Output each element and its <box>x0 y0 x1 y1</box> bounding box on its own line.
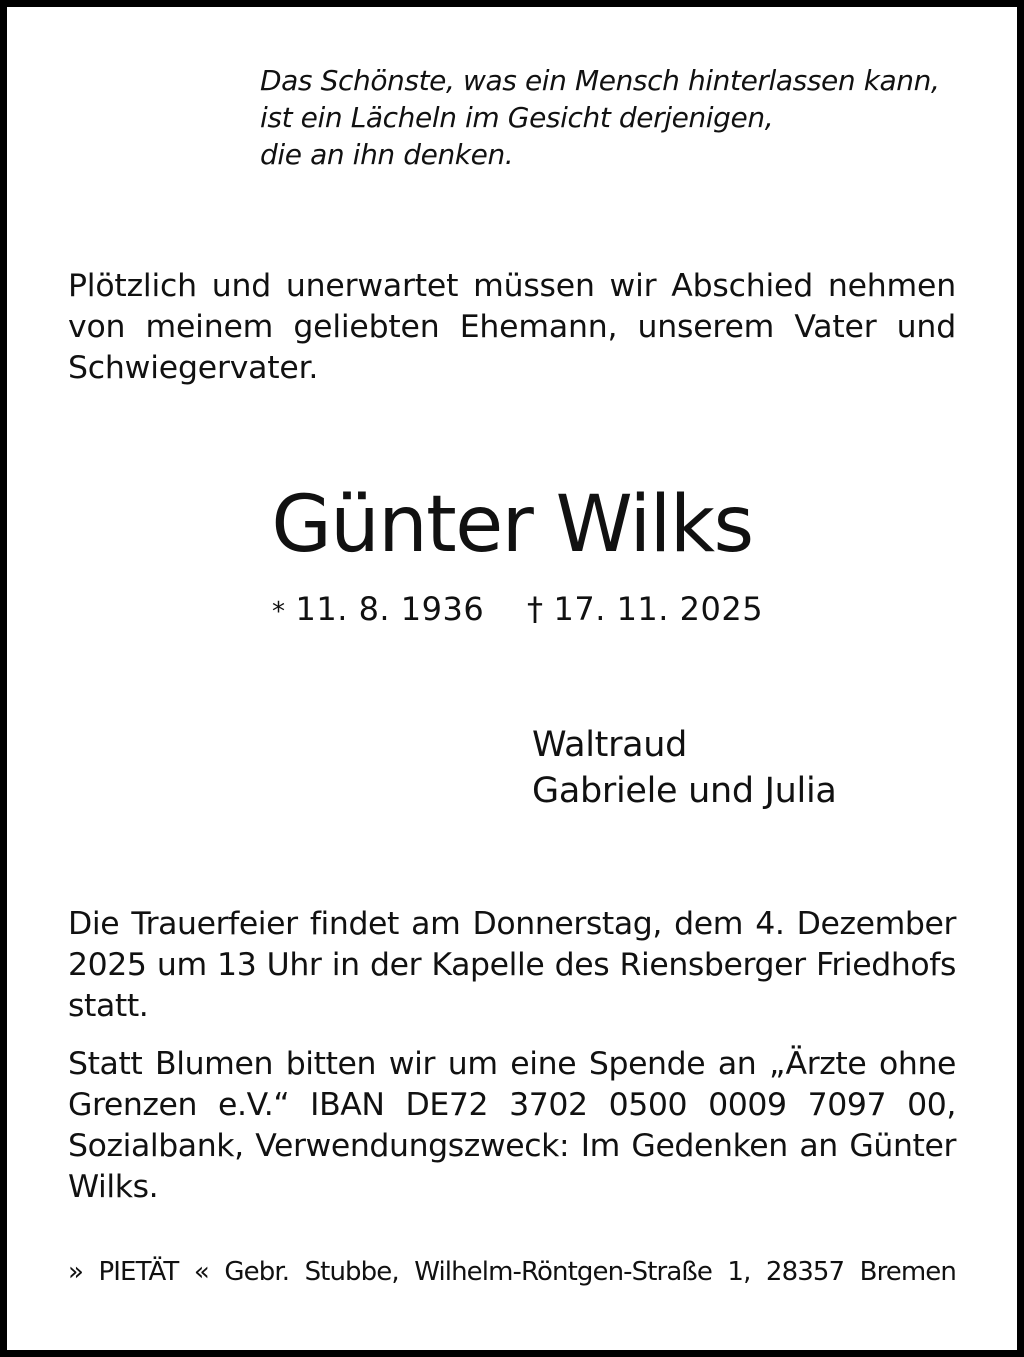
birth-date-line <box>272 587 484 634</box>
death-date: 17. 11. 2025 <box>553 590 764 628</box>
mourners <box>532 722 837 814</box>
mourner-line: Waltraud <box>532 725 688 765</box>
birth-symbol: * <box>272 597 286 627</box>
donation-notice: Statt Blumen bitten wir um eine Spende an „Ärzte ohne Grenzen e.V.“ IBAN DE72 3702 0500 0009 7097 00, Sozialbank, Verwendungszweck: Im Gedenken an Günter Wilks. <box>68 1046 956 1205</box>
intro-text: Plötzlich und unerwartet müssen wir Abschied nehmen von meinem geliebten Ehemann, unserem Vater und Schwiegervater. <box>68 268 956 386</box>
birth-date: 11. 8. 1936 <box>295 590 485 628</box>
deceased-name: Günter Wilks <box>271 480 753 570</box>
death-date-line <box>527 587 763 631</box>
memorial-quote <box>260 62 980 173</box>
quote-line: ist ein Lächeln im Gesicht derjenigen, <box>260 101 774 134</box>
funeral-notice: Die Trauerfeier findet am Donnerstag, dem 4. Dezember 2025 um 13 Uhr in der Kapelle des Riensberger Friedhofs statt. <box>68 906 956 1024</box>
quote-line: die an ihn denken. <box>260 138 514 171</box>
funeral-home-footer: » PIETÄT « Gebr. Stubbe, Wilhelm-Röntgen-Straße 1, 28357 Bremen <box>68 1257 956 1287</box>
mourner-line: Gabriele und Julia <box>532 771 837 811</box>
quote-line: Das Schönste, was ein Mensch hinterlassen kann, <box>260 64 940 97</box>
death-symbol: † <box>527 590 544 628</box>
